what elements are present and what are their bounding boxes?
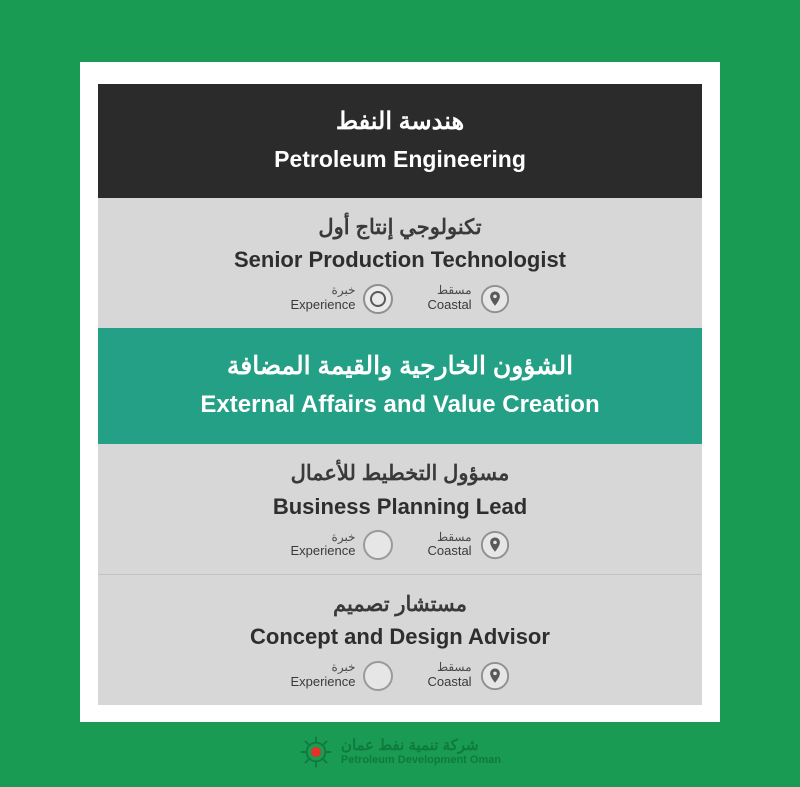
experience-ring-icon bbox=[363, 284, 393, 314]
section-title-english: Petroleum Engineering bbox=[274, 146, 526, 173]
experience-label-arabic: خبرة bbox=[331, 660, 356, 675]
job-title-english: Concept and Design Advisor bbox=[250, 624, 550, 650]
job-listing-poster bbox=[80, 62, 720, 722]
job-meta bbox=[114, 661, 686, 691]
job-meta bbox=[114, 284, 686, 314]
location-label-english: Coastal bbox=[427, 543, 472, 559]
section-header-petroleum-engineering bbox=[98, 84, 702, 198]
job-title-arabic: تكنولوجي إنتاج أول bbox=[318, 215, 482, 239]
experience-label-english: Experience bbox=[290, 674, 356, 690]
location-label-english: Coastal bbox=[427, 297, 472, 313]
job-title-english: Business Planning Lead bbox=[272, 493, 528, 519]
section-title-english: External Affairs and Value Creation bbox=[200, 391, 600, 419]
card-stack bbox=[98, 84, 702, 705]
job-experience bbox=[290, 284, 393, 314]
job-location bbox=[427, 530, 509, 560]
job-title-arabic: مسؤول التخطيط للأعمال bbox=[290, 462, 510, 486]
job-location-label bbox=[427, 284, 471, 313]
job-experience-label bbox=[290, 284, 355, 313]
section-title-arabic: هندسة النفط bbox=[335, 108, 465, 135]
location-label-arabic: مسقط bbox=[436, 529, 472, 544]
job-row[interactable] bbox=[98, 444, 702, 574]
job-experience-label bbox=[290, 661, 355, 690]
job-experience-label bbox=[290, 531, 355, 560]
job-location bbox=[427, 284, 509, 314]
experience-label-arabic: خبرة bbox=[331, 529, 356, 544]
job-title-english: Senior Production Technologist bbox=[233, 247, 567, 273]
job-meta bbox=[114, 530, 686, 560]
location-pin-icon bbox=[480, 284, 510, 314]
section-header-external-affairs bbox=[98, 328, 702, 445]
pdo-sun-logo-icon bbox=[299, 735, 333, 769]
experience-circle-icon bbox=[363, 530, 393, 560]
job-location bbox=[427, 661, 509, 691]
location-pin-icon bbox=[480, 661, 510, 691]
location-pin-icon bbox=[480, 530, 510, 560]
pdo-logo bbox=[299, 735, 501, 769]
company-name-english: Petroleum Development Oman bbox=[340, 754, 502, 767]
experience-label-english: Experience bbox=[290, 297, 356, 313]
job-location-label bbox=[427, 531, 471, 560]
job-location-label bbox=[427, 661, 471, 690]
job-title-arabic: مستشار تصميم bbox=[333, 593, 467, 616]
job-row[interactable] bbox=[98, 198, 702, 328]
job-row[interactable] bbox=[98, 574, 702, 705]
experience-circle-icon bbox=[363, 661, 393, 691]
experience-label-arabic: خبرة bbox=[331, 283, 356, 298]
location-label-english: Coastal bbox=[427, 674, 472, 690]
job-experience bbox=[290, 661, 393, 691]
experience-label-english: Experience bbox=[290, 543, 356, 559]
pdo-logo-text bbox=[341, 738, 501, 767]
location-label-arabic: مسقط bbox=[436, 283, 472, 298]
location-label-arabic: مسقط bbox=[436, 660, 472, 675]
company-name-arabic: شركة تنمية نفط عمان bbox=[340, 736, 479, 754]
section-title-arabic: الشؤون الخارجية والقيمة المضافة bbox=[226, 351, 574, 380]
job-experience bbox=[290, 530, 393, 560]
footer-branding bbox=[0, 735, 800, 774]
